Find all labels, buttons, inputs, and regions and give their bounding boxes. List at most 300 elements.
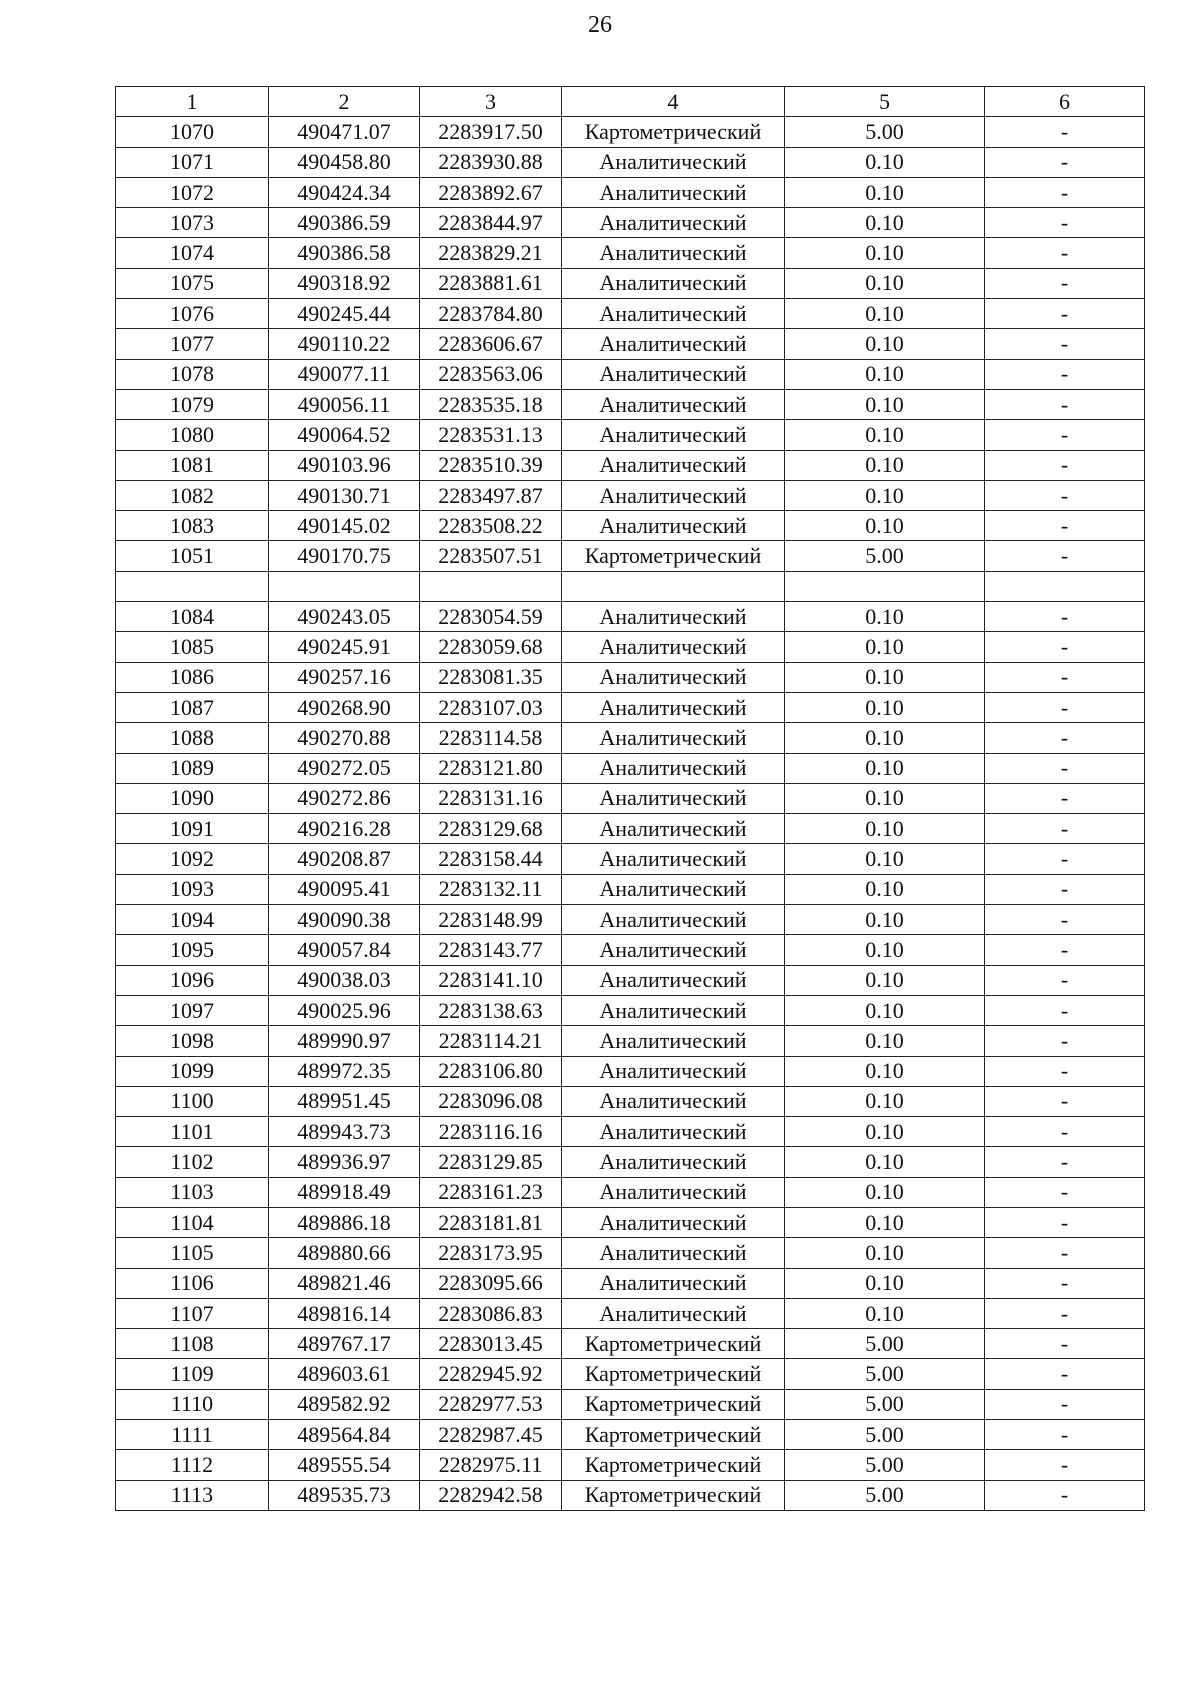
point-number-cell: 1088	[116, 723, 269, 753]
accuracy-cell: 0.10	[785, 1117, 985, 1147]
y-coordinate-cell: 2283121.80	[420, 753, 562, 783]
method-cell: Аналитический	[562, 692, 785, 722]
note-cell: -	[985, 935, 1145, 965]
x-coordinate-cell	[269, 571, 420, 601]
table-row	[116, 783, 1145, 813]
x-coordinate-cell: 490025.96	[269, 995, 420, 1025]
point-number-cell: 1080	[116, 420, 269, 450]
table-row	[116, 359, 1145, 389]
x-coordinate-cell: 489564.84	[269, 1420, 420, 1450]
x-coordinate-cell: 489943.73	[269, 1117, 420, 1147]
point-number-cell: 1099	[116, 1056, 269, 1086]
table-row	[116, 662, 1145, 692]
table-row	[116, 995, 1145, 1025]
y-coordinate-cell: 2283107.03	[420, 692, 562, 722]
note-cell: -	[985, 1026, 1145, 1056]
note-cell: -	[985, 329, 1145, 359]
method-cell: Аналитический	[562, 480, 785, 510]
x-coordinate-cell: 490077.11	[269, 359, 420, 389]
note-cell: -	[985, 1268, 1145, 1298]
x-coordinate-cell: 490386.58	[269, 238, 420, 268]
accuracy-cell: 0.10	[785, 329, 985, 359]
y-coordinate-cell: 2283114.58	[420, 723, 562, 753]
note-cell: -	[985, 1086, 1145, 1116]
accuracy-cell: 0.10	[785, 1207, 985, 1237]
y-coordinate-cell: 2283930.88	[420, 147, 562, 177]
y-coordinate-cell: 2282975.11	[420, 1450, 562, 1480]
column-header: 4	[562, 87, 785, 117]
x-coordinate-cell: 489936.97	[269, 1147, 420, 1177]
x-coordinate-cell: 489555.54	[269, 1450, 420, 1480]
table-row	[116, 1238, 1145, 1268]
x-coordinate-cell: 490243.05	[269, 602, 420, 632]
note-cell: -	[985, 511, 1145, 541]
point-number-cell: 1082	[116, 480, 269, 510]
x-coordinate-cell: 490386.59	[269, 208, 420, 238]
y-coordinate-cell: 2283507.51	[420, 541, 562, 571]
x-coordinate-cell: 489990.97	[269, 1026, 420, 1056]
point-number-cell	[116, 571, 269, 601]
accuracy-cell: 0.10	[785, 420, 985, 450]
point-number-cell: 1110	[116, 1389, 269, 1419]
point-number-cell: 1096	[116, 965, 269, 995]
x-coordinate-cell: 489821.46	[269, 1268, 420, 1298]
note-cell: -	[985, 117, 1145, 147]
x-coordinate-cell: 489582.92	[269, 1389, 420, 1419]
x-coordinate-cell: 490038.03	[269, 965, 420, 995]
x-coordinate-cell: 489880.66	[269, 1238, 420, 1268]
accuracy-cell: 5.00	[785, 1329, 985, 1359]
point-number-cell: 1111	[116, 1420, 269, 1450]
y-coordinate-cell: 2283161.23	[420, 1177, 562, 1207]
accuracy-cell: 0.10	[785, 208, 985, 238]
y-coordinate-cell: 2283143.77	[420, 935, 562, 965]
accuracy-cell: 0.10	[785, 935, 985, 965]
coordinates-table	[115, 86, 1145, 1511]
table-row	[116, 905, 1145, 935]
y-coordinate-cell: 2283141.10	[420, 965, 562, 995]
table-row	[116, 1117, 1145, 1147]
note-cell: -	[985, 359, 1145, 389]
accuracy-cell: 0.10	[785, 1086, 985, 1116]
point-number-cell: 1113	[116, 1480, 269, 1510]
note-cell: -	[985, 1056, 1145, 1086]
accuracy-cell: 0.10	[785, 1238, 985, 1268]
method-cell: Аналитический	[562, 723, 785, 753]
table-row	[116, 177, 1145, 207]
note-cell: -	[985, 1238, 1145, 1268]
y-coordinate-cell: 2283095.66	[420, 1268, 562, 1298]
column-header: 6	[985, 87, 1145, 117]
method-cell: Аналитический	[562, 1177, 785, 1207]
note-cell: -	[985, 420, 1145, 450]
point-number-cell: 1077	[116, 329, 269, 359]
method-cell: Аналитический	[562, 935, 785, 965]
note-cell: -	[985, 1329, 1145, 1359]
x-coordinate-cell: 490056.11	[269, 389, 420, 419]
method-cell: Аналитический	[562, 1238, 785, 1268]
y-coordinate-cell: 2283096.08	[420, 1086, 562, 1116]
accuracy-cell: 0.10	[785, 1268, 985, 1298]
column-header: 3	[420, 87, 562, 117]
accuracy-cell: 0.10	[785, 965, 985, 995]
note-cell: -	[985, 480, 1145, 510]
note-cell: -	[985, 450, 1145, 480]
accuracy-cell: 5.00	[785, 117, 985, 147]
x-coordinate-cell: 489603.61	[269, 1359, 420, 1389]
y-coordinate-cell: 2283510.39	[420, 450, 562, 480]
y-coordinate-cell: 2282977.53	[420, 1389, 562, 1419]
accuracy-cell: 0.10	[785, 299, 985, 329]
accuracy-cell: 5.00	[785, 1450, 985, 1480]
table-row	[116, 814, 1145, 844]
y-coordinate-cell: 2283059.68	[420, 632, 562, 662]
y-coordinate-cell: 2283881.61	[420, 268, 562, 298]
note-cell: -	[985, 874, 1145, 904]
y-coordinate-cell: 2283181.81	[420, 1207, 562, 1237]
method-cell: Аналитический	[562, 965, 785, 995]
method-cell: Аналитический	[562, 1026, 785, 1056]
point-number-cell: 1076	[116, 299, 269, 329]
method-cell: Картометрический	[562, 1420, 785, 1450]
method-cell: Картометрический	[562, 1329, 785, 1359]
x-coordinate-cell: 490208.87	[269, 844, 420, 874]
table-row	[116, 1207, 1145, 1237]
point-number-cell: 1101	[116, 1117, 269, 1147]
method-cell: Аналитический	[562, 662, 785, 692]
x-coordinate-cell: 490145.02	[269, 511, 420, 541]
y-coordinate-cell: 2283844.97	[420, 208, 562, 238]
table-row	[116, 420, 1145, 450]
accuracy-cell: 0.10	[785, 1056, 985, 1086]
point-number-cell: 1100	[116, 1086, 269, 1116]
y-coordinate-cell: 2283013.45	[420, 1329, 562, 1359]
note-cell: -	[985, 692, 1145, 722]
table-row	[116, 299, 1145, 329]
note-cell: -	[985, 541, 1145, 571]
method-cell: Аналитический	[562, 1268, 785, 1298]
accuracy-cell: 0.10	[785, 511, 985, 541]
y-coordinate-cell: 2283508.22	[420, 511, 562, 541]
method-cell: Аналитический	[562, 905, 785, 935]
x-coordinate-cell: 489886.18	[269, 1207, 420, 1237]
y-coordinate-cell: 2283129.85	[420, 1147, 562, 1177]
point-number-cell: 1073	[116, 208, 269, 238]
note-cell: -	[985, 814, 1145, 844]
accuracy-cell: 0.10	[785, 147, 985, 177]
note-cell: -	[985, 1389, 1145, 1419]
x-coordinate-cell: 490057.84	[269, 935, 420, 965]
method-cell: Аналитический	[562, 602, 785, 632]
x-coordinate-cell: 490170.75	[269, 541, 420, 571]
method-cell: Аналитический	[562, 1056, 785, 1086]
table-row	[116, 450, 1145, 480]
table-row	[116, 511, 1145, 541]
note-cell: -	[985, 1147, 1145, 1177]
note-cell: -	[985, 1359, 1145, 1389]
table-row	[116, 1026, 1145, 1056]
x-coordinate-cell: 490064.52	[269, 420, 420, 450]
x-coordinate-cell: 489918.49	[269, 1177, 420, 1207]
accuracy-cell: 0.10	[785, 874, 985, 904]
x-coordinate-cell: 490103.96	[269, 450, 420, 480]
x-coordinate-cell: 490458.80	[269, 147, 420, 177]
method-cell: Аналитический	[562, 1207, 785, 1237]
accuracy-cell: 0.10	[785, 662, 985, 692]
x-coordinate-cell: 490245.91	[269, 632, 420, 662]
accuracy-cell	[785, 571, 985, 601]
point-number-cell: 1081	[116, 450, 269, 480]
method-cell: Аналитический	[562, 1298, 785, 1328]
table-row	[116, 692, 1145, 722]
accuracy-cell: 5.00	[785, 1389, 985, 1419]
method-cell: Аналитический	[562, 844, 785, 874]
y-coordinate-cell: 2283531.13	[420, 420, 562, 450]
note-cell: -	[985, 1117, 1145, 1147]
accuracy-cell: 0.10	[785, 905, 985, 935]
x-coordinate-cell: 490272.86	[269, 783, 420, 813]
accuracy-cell: 0.10	[785, 1298, 985, 1328]
point-number-cell: 1098	[116, 1026, 269, 1056]
x-coordinate-cell: 489951.45	[269, 1086, 420, 1116]
accuracy-cell: 5.00	[785, 1359, 985, 1389]
table-row	[116, 268, 1145, 298]
note-cell	[985, 571, 1145, 601]
y-coordinate-cell: 2283148.99	[420, 905, 562, 935]
point-number-cell: 1084	[116, 602, 269, 632]
point-number-cell: 1102	[116, 1147, 269, 1177]
accuracy-cell: 0.10	[785, 177, 985, 207]
note-cell: -	[985, 177, 1145, 207]
point-number-cell: 1107	[116, 1298, 269, 1328]
y-coordinate-cell: 2282945.92	[420, 1359, 562, 1389]
note-cell: -	[985, 965, 1145, 995]
method-cell: Аналитический	[562, 995, 785, 1025]
accuracy-cell: 0.10	[785, 783, 985, 813]
point-number-cell: 1092	[116, 844, 269, 874]
accuracy-cell: 5.00	[785, 1480, 985, 1510]
note-cell: -	[985, 147, 1145, 177]
note-cell: -	[985, 238, 1145, 268]
x-coordinate-cell: 489767.17	[269, 1329, 420, 1359]
note-cell: -	[985, 783, 1145, 813]
x-coordinate-cell: 490268.90	[269, 692, 420, 722]
x-coordinate-cell: 489535.73	[269, 1480, 420, 1510]
table-row	[116, 1480, 1145, 1510]
note-cell: -	[985, 268, 1145, 298]
method-cell: Картометрический	[562, 1359, 785, 1389]
accuracy-cell: 0.10	[785, 692, 985, 722]
accuracy-cell: 0.10	[785, 723, 985, 753]
method-cell: Аналитический	[562, 450, 785, 480]
y-coordinate-cell: 2283116.16	[420, 1117, 562, 1147]
page-number: 26	[588, 12, 612, 38]
note-cell: -	[985, 662, 1145, 692]
point-number-cell: 1090	[116, 783, 269, 813]
point-number-cell: 1072	[116, 177, 269, 207]
point-number-cell: 1079	[116, 389, 269, 419]
point-number-cell: 1075	[116, 268, 269, 298]
y-coordinate-cell: 2283131.16	[420, 783, 562, 813]
method-cell: Аналитический	[562, 1086, 785, 1116]
table-row	[116, 1056, 1145, 1086]
table-row	[116, 1329, 1145, 1359]
table-row	[116, 632, 1145, 662]
point-number-cell: 1086	[116, 662, 269, 692]
point-number-cell: 1087	[116, 692, 269, 722]
accuracy-cell: 0.10	[785, 389, 985, 419]
y-coordinate-cell: 2283106.80	[420, 1056, 562, 1086]
y-coordinate-cell: 2283114.21	[420, 1026, 562, 1056]
method-cell: Аналитический	[562, 783, 785, 813]
method-cell: Аналитический	[562, 238, 785, 268]
table-row	[116, 329, 1145, 359]
table-header-row	[116, 87, 1145, 117]
note-cell: -	[985, 1177, 1145, 1207]
y-coordinate-cell: 2282987.45	[420, 1420, 562, 1450]
method-cell: Аналитический	[562, 420, 785, 450]
y-coordinate-cell: 2283132.11	[420, 874, 562, 904]
method-cell: Аналитический	[562, 359, 785, 389]
method-cell: Аналитический	[562, 1147, 785, 1177]
point-number-cell: 1074	[116, 238, 269, 268]
method-cell: Аналитический	[562, 632, 785, 662]
x-coordinate-cell: 490471.07	[269, 117, 420, 147]
accuracy-cell: 0.10	[785, 450, 985, 480]
y-coordinate-cell: 2283917.50	[420, 117, 562, 147]
method-cell: Аналитический	[562, 874, 785, 904]
point-number-cell: 1112	[116, 1450, 269, 1480]
table-row	[116, 1420, 1145, 1450]
note-cell: -	[985, 995, 1145, 1025]
point-number-cell: 1051	[116, 541, 269, 571]
method-cell: Аналитический	[562, 208, 785, 238]
y-coordinate-cell: 2283054.59	[420, 602, 562, 632]
method-cell: Картометрический	[562, 1480, 785, 1510]
table-row	[116, 602, 1145, 632]
table-row	[116, 874, 1145, 904]
note-cell: -	[985, 1420, 1145, 1450]
table-row	[116, 117, 1145, 147]
y-coordinate-cell: 2283606.67	[420, 329, 562, 359]
point-number-cell: 1104	[116, 1207, 269, 1237]
method-cell: Аналитический	[562, 147, 785, 177]
note-cell: -	[985, 632, 1145, 662]
method-cell: Аналитический	[562, 753, 785, 783]
accuracy-cell: 0.10	[785, 268, 985, 298]
table-row	[116, 723, 1145, 753]
x-coordinate-cell: 490424.34	[269, 177, 420, 207]
y-coordinate-cell: 2283129.68	[420, 814, 562, 844]
note-cell: -	[985, 905, 1145, 935]
table-row	[116, 389, 1145, 419]
x-coordinate-cell: 490216.28	[269, 814, 420, 844]
table-row	[116, 1147, 1145, 1177]
accuracy-cell: 0.10	[785, 632, 985, 662]
column-header: 5	[785, 87, 985, 117]
method-cell: Аналитический	[562, 389, 785, 419]
table-row	[116, 935, 1145, 965]
column-header: 1	[116, 87, 269, 117]
point-number-cell: 1070	[116, 117, 269, 147]
x-coordinate-cell: 490270.88	[269, 723, 420, 753]
accuracy-cell: 0.10	[785, 814, 985, 844]
note-cell: -	[985, 299, 1145, 329]
accuracy-cell: 0.10	[785, 1147, 985, 1177]
note-cell: -	[985, 602, 1145, 632]
table-row	[116, 208, 1145, 238]
y-coordinate-cell: 2283081.35	[420, 662, 562, 692]
accuracy-cell: 5.00	[785, 541, 985, 571]
method-cell: Аналитический	[562, 511, 785, 541]
accuracy-cell: 0.10	[785, 995, 985, 1025]
x-coordinate-cell: 490110.22	[269, 329, 420, 359]
y-coordinate-cell: 2283497.87	[420, 480, 562, 510]
note-cell: -	[985, 1450, 1145, 1480]
x-coordinate-cell: 489972.35	[269, 1056, 420, 1086]
table-row	[116, 480, 1145, 510]
y-coordinate-cell: 2283563.06	[420, 359, 562, 389]
accuracy-cell: 0.10	[785, 480, 985, 510]
table-row	[116, 541, 1145, 571]
table-row	[116, 571, 1145, 601]
note-cell: -	[985, 844, 1145, 874]
y-coordinate-cell: 2283535.18	[420, 389, 562, 419]
y-coordinate-cell: 2283086.83	[420, 1298, 562, 1328]
point-number-cell: 1089	[116, 753, 269, 783]
table-row	[116, 1298, 1145, 1328]
y-coordinate-cell: 2283829.21	[420, 238, 562, 268]
method-cell: Аналитический	[562, 299, 785, 329]
method-cell: Аналитический	[562, 1117, 785, 1147]
point-number-cell: 1093	[116, 874, 269, 904]
y-coordinate-cell: 2283173.95	[420, 1238, 562, 1268]
table-row	[116, 844, 1145, 874]
method-cell: Аналитический	[562, 329, 785, 359]
method-cell: Аналитический	[562, 177, 785, 207]
x-coordinate-cell: 490257.16	[269, 662, 420, 692]
x-coordinate-cell: 490090.38	[269, 905, 420, 935]
accuracy-cell: 0.10	[785, 359, 985, 389]
point-number-cell: 1109	[116, 1359, 269, 1389]
y-coordinate-cell: 2283784.80	[420, 299, 562, 329]
y-coordinate-cell: 2283138.63	[420, 995, 562, 1025]
method-cell: Картометрический	[562, 117, 785, 147]
accuracy-cell: 0.10	[785, 753, 985, 783]
table-row	[116, 1450, 1145, 1480]
table-row	[116, 1177, 1145, 1207]
accuracy-cell: 0.10	[785, 1026, 985, 1056]
point-number-cell: 1078	[116, 359, 269, 389]
method-cell: Картометрический	[562, 541, 785, 571]
y-coordinate-cell: 2283892.67	[420, 177, 562, 207]
y-coordinate-cell: 2283158.44	[420, 844, 562, 874]
point-number-cell: 1103	[116, 1177, 269, 1207]
point-number-cell: 1085	[116, 632, 269, 662]
point-number-cell: 1071	[116, 147, 269, 177]
point-number-cell: 1108	[116, 1329, 269, 1359]
x-coordinate-cell: 490245.44	[269, 299, 420, 329]
method-cell: Картометрический	[562, 1450, 785, 1480]
x-coordinate-cell: 490095.41	[269, 874, 420, 904]
point-number-cell: 1106	[116, 1268, 269, 1298]
note-cell: -	[985, 753, 1145, 783]
point-number-cell: 1095	[116, 935, 269, 965]
table-row	[116, 238, 1145, 268]
table-row	[116, 147, 1145, 177]
accuracy-cell: 0.10	[785, 238, 985, 268]
note-cell: -	[985, 1298, 1145, 1328]
